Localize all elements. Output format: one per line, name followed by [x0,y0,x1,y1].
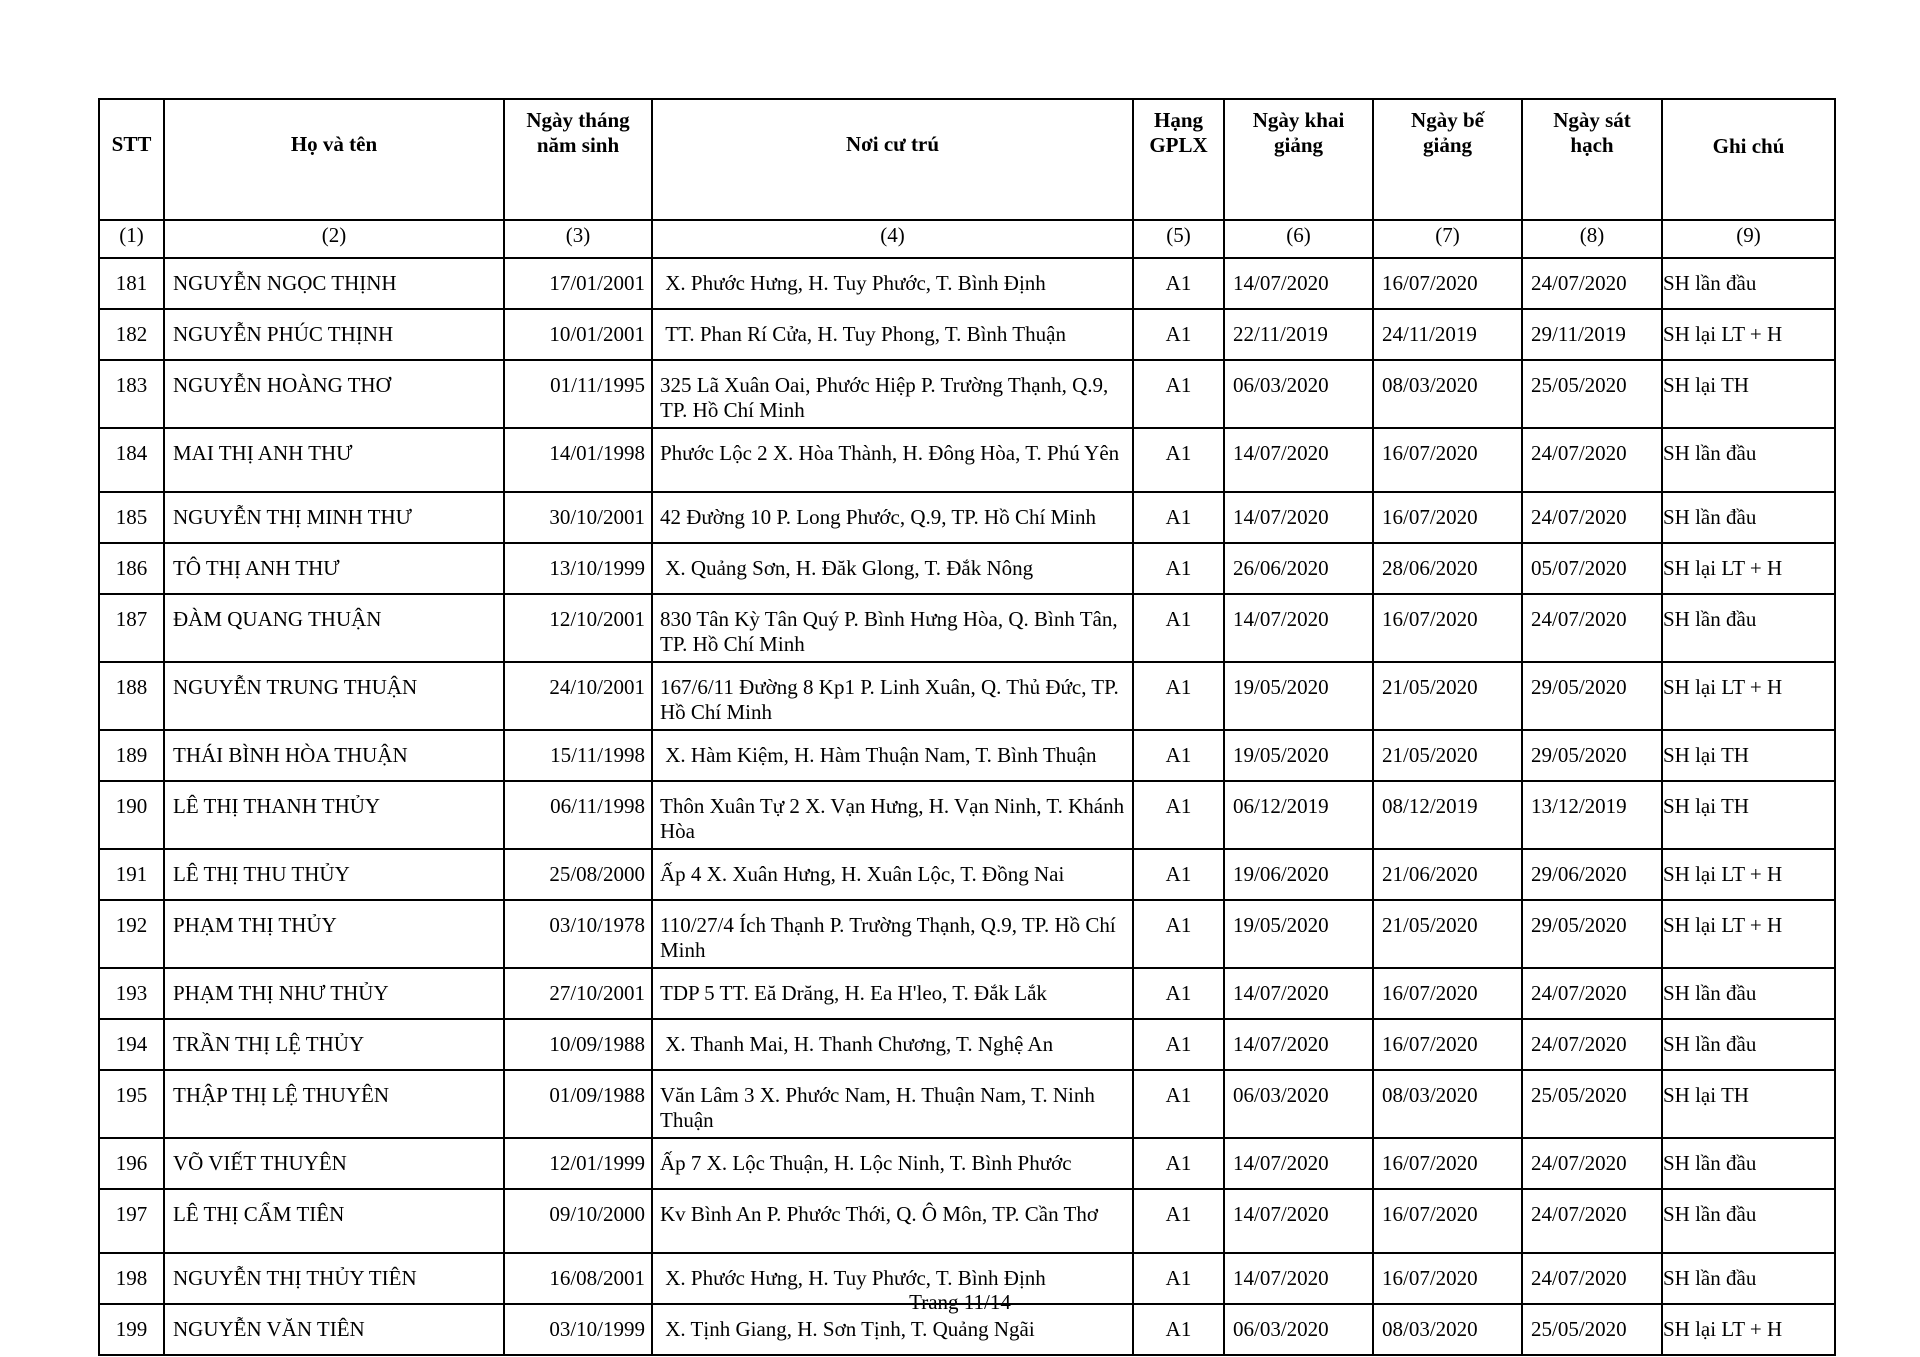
row-name: NGUYỄN THỊ THỦY TIÊN [164,1253,504,1304]
header-class [1133,99,1224,220]
row-address: Ấp 7 X. Lộc Thuận, H. Lộc Ninh, T. Bình Phước [652,1138,1133,1189]
row-license-class: A1 [1133,1019,1224,1070]
row-note: SH lần đầu [1662,492,1835,543]
header-exam-date [1522,99,1662,220]
row-close-date: 28/06/2020 [1373,543,1522,594]
row-dob: 01/11/1995 [504,360,652,428]
row-exam-date: 29/05/2020 [1522,662,1662,730]
row-stt: 187 [99,594,164,662]
row-note: SH lại LT + H [1662,849,1835,900]
row-stt: 193 [99,968,164,1019]
row-close-date: 24/11/2019 [1373,309,1522,360]
row-address: 167/6/11 Đường 8 Kp1 P. Linh Xuân, Q. Thủ Đức, TP. Hồ Chí Minh [652,662,1133,730]
table-row [99,900,1835,968]
row-note: SH lại TH [1662,730,1835,781]
row-open-date: 06/03/2020 [1224,360,1373,428]
row-address: X. Thanh Mai, H. Thanh Chương, T. Nghệ An [652,1019,1133,1070]
row-stt: 183 [99,360,164,428]
row-open-date: 14/07/2020 [1224,428,1373,492]
header-note: Ghi chú [1662,99,1835,220]
row-stt: 188 [99,662,164,730]
row-license-class: A1 [1133,1253,1224,1304]
header-open-date [1224,99,1373,220]
row-license-class: A1 [1133,781,1224,849]
row-exam-date: 24/07/2020 [1522,258,1662,309]
row-exam-date: 24/07/2020 [1522,492,1662,543]
row-open-date: 14/07/2020 [1224,1019,1373,1070]
row-exam-date: 25/05/2020 [1522,1070,1662,1138]
row-close-date: 16/07/2020 [1373,1189,1522,1253]
row-name: NGUYỄN THỊ MINH THƯ [164,492,504,543]
row-stt: 186 [99,543,164,594]
row-open-date: 26/06/2020 [1224,543,1373,594]
header-close-date [1373,99,1522,220]
row-license-class: A1 [1133,900,1224,968]
header-close-line2: giảng [1422,133,1472,157]
header-dob-line1: Ngày tháng [526,108,630,132]
row-close-date: 08/12/2019 [1373,781,1522,849]
header-class-line1: Hạng [1153,108,1203,132]
row-dob: 06/11/1998 [504,781,652,849]
row-exam-date: 13/12/2019 [1522,781,1662,849]
table-row [99,1070,1835,1138]
row-stt: 196 [99,1138,164,1189]
header-dob-line2: năm sinh [536,133,620,157]
row-exam-date: 24/07/2020 [1522,594,1662,662]
row-name: TÔ THỊ ANH THƯ [164,543,504,594]
header-open-line2: giảng [1273,133,1323,157]
row-address: Ấp 4 X. Xuân Hưng, H. Xuân Lộc, T. Đồng Nai [652,849,1133,900]
row-note: SH lần đầu [1662,1138,1835,1189]
column-number: (6) [1224,220,1373,258]
row-dob: 12/10/2001 [504,594,652,662]
row-note: SH lại LT + H [1662,1304,1835,1355]
row-address: 42 Đường 10 P. Long Phước, Q.9, TP. Hồ Chí Minh [652,492,1133,543]
row-license-class: A1 [1133,309,1224,360]
row-open-date: 14/07/2020 [1224,1138,1373,1189]
row-dob: 27/10/2001 [504,968,652,1019]
row-address: Văn Lâm 3 X. Phước Nam, H. Thuận Nam, T. Ninh Thuận [652,1070,1133,1138]
row-license-class: A1 [1133,1189,1224,1253]
row-stt: 199 [99,1304,164,1355]
row-note: SH lần đầu [1662,1019,1835,1070]
row-name: PHẠM THỊ NHƯ THỦY [164,968,504,1019]
table-row [99,1189,1835,1253]
row-license-class: A1 [1133,849,1224,900]
row-dob: 17/01/2001 [504,258,652,309]
row-address: X. Hàm Kiệm, H. Hàm Thuận Nam, T. Bình Thuận [652,730,1133,781]
row-address: TT. Phan Rí Cửa, H. Tuy Phong, T. Bình Thuận [652,309,1133,360]
row-name: NGUYỄN NGỌC THỊNH [164,258,504,309]
row-license-class: A1 [1133,360,1224,428]
column-number: (7) [1373,220,1522,258]
row-address: 325 Lã Xuân Oai, Phước Hiệp P. Trường Thạnh, Q.9, TP. Hồ Chí Minh [652,360,1133,428]
row-address: Kv Bình An P. Phước Thới, Q. Ô Môn, TP. Cần Thơ [652,1189,1133,1253]
row-close-date: 16/07/2020 [1373,968,1522,1019]
row-close-date: 21/06/2020 [1373,849,1522,900]
row-address: X. Phước Hưng, H. Tuy Phước, T. Bình Định [652,1253,1133,1304]
row-close-date: 21/05/2020 [1373,662,1522,730]
row-exam-date: 25/05/2020 [1522,1304,1662,1355]
row-open-date: 19/05/2020 [1224,730,1373,781]
column-number: (5) [1133,220,1224,258]
column-number: (9) [1662,220,1835,258]
row-license-class: A1 [1133,1138,1224,1189]
student-table [98,98,1836,1356]
row-license-class: A1 [1133,428,1224,492]
row-dob: 30/10/2001 [504,492,652,543]
row-stt: 189 [99,730,164,781]
row-exam-date: 29/05/2020 [1522,900,1662,968]
row-close-date: 16/07/2020 [1373,594,1522,662]
row-dob: 13/10/1999 [504,543,652,594]
row-note: SH lần đầu [1662,258,1835,309]
row-name: THẬP THỊ LỆ THUYÊN [164,1070,504,1138]
column-number: (1) [99,220,164,258]
row-close-date: 08/03/2020 [1373,360,1522,428]
row-open-date: 19/05/2020 [1224,900,1373,968]
row-address: 830 Tân Kỳ Tân Quý P. Bình Hưng Hòa, Q. Bình Tân, TP. Hồ Chí Minh [652,594,1133,662]
table-body [99,258,1835,1355]
row-open-date: 14/07/2020 [1224,968,1373,1019]
header-exam-line2: hạch [1570,133,1614,157]
row-name: TRẦN THỊ LỆ THỦY [164,1019,504,1070]
row-dob: 03/10/1978 [504,900,652,968]
row-close-date: 21/05/2020 [1373,900,1522,968]
row-exam-date: 29/11/2019 [1522,309,1662,360]
row-dob: 15/11/1998 [504,730,652,781]
row-exam-date: 24/07/2020 [1522,428,1662,492]
row-address: Thôn Xuân Tự 2 X. Vạn Hưng, H. Vạn Ninh, T. Khánh Hòa [652,781,1133,849]
row-name: ĐÀM QUANG THUẬN [164,594,504,662]
row-dob: 03/10/1999 [504,1304,652,1355]
row-license-class: A1 [1133,594,1224,662]
row-note: SH lại LT + H [1662,543,1835,594]
row-name: THÁI BÌNH HÒA THUẬN [164,730,504,781]
row-note: SH lần đầu [1662,428,1835,492]
row-address: Phước Lộc 2 X. Hòa Thành, H. Đông Hòa, T. Phú Yên [652,428,1133,492]
row-address: X. Phước Hưng, H. Tuy Phước, T. Bình Định [652,258,1133,309]
row-open-date: 14/07/2020 [1224,492,1373,543]
column-number: (3) [504,220,652,258]
table-row [99,1138,1835,1189]
row-name: NGUYỄN PHÚC THỊNH [164,309,504,360]
row-license-class: A1 [1133,968,1224,1019]
page-number: Trang 11/14 [909,1290,1011,1314]
row-name: MAI THỊ ANH THƯ [164,428,504,492]
row-stt: 185 [99,492,164,543]
row-license-class: A1 [1133,258,1224,309]
column-number-row [99,220,1835,258]
column-number: (8) [1522,220,1662,258]
row-open-date: 06/12/2019 [1224,781,1373,849]
row-close-date: 16/07/2020 [1373,428,1522,492]
header-exam-line1: Ngày sát [1553,108,1631,132]
row-note: SH lần đầu [1662,968,1835,1019]
row-stt: 198 [99,1253,164,1304]
row-open-date: 22/11/2019 [1224,309,1373,360]
row-note: SH lại LT + H [1662,900,1835,968]
row-name: PHẠM THỊ THỦY [164,900,504,968]
row-note: SH lại LT + H [1662,662,1835,730]
table-row [99,849,1835,900]
row-exam-date: 24/07/2020 [1522,1253,1662,1304]
row-dob: 14/01/1998 [504,428,652,492]
table-row [99,968,1835,1019]
row-address: X. Quảng Sơn, H. Đăk Glong, T. Đắk Nông [652,543,1133,594]
row-note: SH lần đầu [1662,1253,1835,1304]
row-exam-date: 24/07/2020 [1522,1138,1662,1189]
table-row [99,1019,1835,1070]
row-name: LÊ THỊ CẨM TIÊN [164,1189,504,1253]
row-license-class: A1 [1133,492,1224,543]
row-license-class: A1 [1133,662,1224,730]
table-row [99,428,1835,492]
row-exam-date: 24/07/2020 [1522,1189,1662,1253]
header-address: Nơi cư trú [652,99,1133,220]
column-number: (2) [164,220,504,258]
row-stt: 181 [99,258,164,309]
row-open-date: 14/07/2020 [1224,258,1373,309]
row-note: SH lại TH [1662,360,1835,428]
header-dob [504,99,652,220]
row-dob: 10/09/1988 [504,1019,652,1070]
row-close-date: 08/03/2020 [1373,1070,1522,1138]
row-stt: 195 [99,1070,164,1138]
row-note: SH lại TH [1662,781,1835,849]
header-close-line1: Ngày bế [1411,108,1484,132]
row-dob: 25/08/2000 [504,849,652,900]
table-row [99,309,1835,360]
row-open-date: 06/03/2020 [1224,1304,1373,1355]
row-exam-date: 05/07/2020 [1522,543,1662,594]
row-open-date: 14/07/2020 [1224,1189,1373,1253]
table-row [99,662,1835,730]
row-exam-date: 24/07/2020 [1522,968,1662,1019]
row-name: NGUYỄN TRUNG THUẬN [164,662,504,730]
row-close-date: 16/07/2020 [1373,258,1522,309]
row-name: VÕ VIẾT THUYÊN [164,1138,504,1189]
row-close-date: 16/07/2020 [1373,1138,1522,1189]
row-license-class: A1 [1133,730,1224,781]
row-stt: 197 [99,1189,164,1253]
row-license-class: A1 [1133,1304,1224,1355]
row-close-date: 08/03/2020 [1373,1304,1522,1355]
table-row [99,594,1835,662]
row-open-date: 19/06/2020 [1224,849,1373,900]
table-row [99,258,1835,309]
row-note: SH lần đầu [1662,1189,1835,1253]
row-name: LÊ THỊ THU THỦY [164,849,504,900]
row-dob: 12/01/1999 [504,1138,652,1189]
row-name: LÊ THỊ THANH THỦY [164,781,504,849]
row-close-date: 21/05/2020 [1373,730,1522,781]
table-row [99,492,1835,543]
row-name: NGUYỄN HOÀNG THƠ [164,360,504,428]
table-row [99,543,1835,594]
row-address: X. Tịnh Giang, H. Sơn Tịnh, T. Quảng Ngãi [652,1304,1133,1355]
row-close-date: 16/07/2020 [1373,1019,1522,1070]
row-exam-date: 25/05/2020 [1522,360,1662,428]
row-dob: 10/01/2001 [504,309,652,360]
row-close-date: 16/07/2020 [1373,1253,1522,1304]
row-dob: 01/09/1988 [504,1070,652,1138]
row-stt: 190 [99,781,164,849]
row-stt: 191 [99,849,164,900]
row-note: SH lại LT + H [1662,309,1835,360]
row-open-date: 19/05/2020 [1224,662,1373,730]
column-number: (4) [652,220,1133,258]
row-name: NGUYỄN VĂN TIÊN [164,1304,504,1355]
header-class-line2: GPLX [1149,133,1208,157]
row-exam-date: 29/06/2020 [1522,849,1662,900]
row-stt: 194 [99,1019,164,1070]
row-exam-date: 29/05/2020 [1522,730,1662,781]
row-open-date: 06/03/2020 [1224,1070,1373,1138]
row-license-class: A1 [1133,543,1224,594]
header-row [99,99,1835,220]
row-address: TDP 5 TT. Eă Drăng, H. Ea H'leo, T. Đắk Lắk [652,968,1133,1019]
header-open-line1: Ngày khai [1252,108,1345,132]
row-exam-date: 24/07/2020 [1522,1019,1662,1070]
table-row [99,781,1835,849]
row-close-date: 16/07/2020 [1373,492,1522,543]
row-open-date: 14/07/2020 [1224,594,1373,662]
table-row [99,360,1835,428]
row-dob: 09/10/2000 [504,1189,652,1253]
header-stt: STT [99,99,164,220]
row-stt: 182 [99,309,164,360]
row-license-class: A1 [1133,1070,1224,1138]
row-address: 110/27/4 Ích Thạnh P. Trường Thạnh, Q.9, TP. Hồ Chí Minh [652,900,1133,968]
row-open-date: 14/07/2020 [1224,1253,1373,1304]
header-name: Họ và tên [164,99,504,220]
row-stt: 192 [99,900,164,968]
row-dob: 16/08/2001 [504,1253,652,1304]
row-note: SH lần đầu [1662,594,1835,662]
row-stt: 184 [99,428,164,492]
table-row [99,730,1835,781]
row-note: SH lại TH [1662,1070,1835,1138]
row-dob: 24/10/2001 [504,662,652,730]
